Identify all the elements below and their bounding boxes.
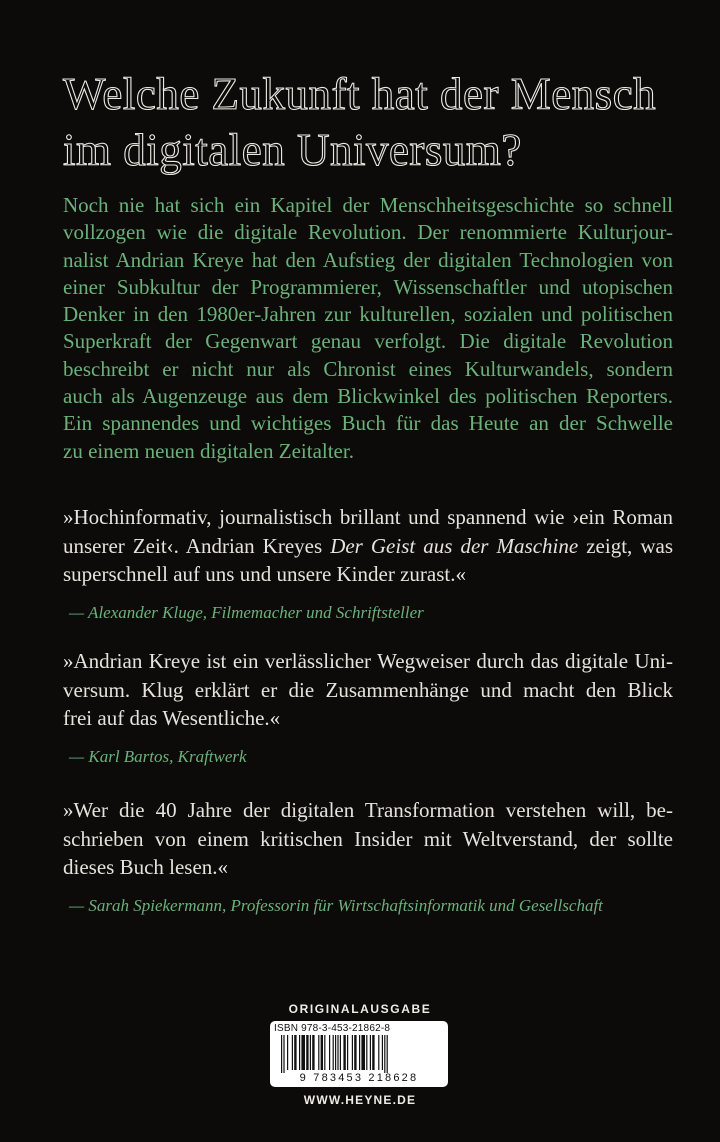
quote-line: schrieben von einem kritischen Insider mit Weltverstand, der sollte [63, 826, 673, 851]
barcode-bar [387, 1035, 388, 1073]
blurb-line: Denker in den 1980er-Jahren zur kulturellen, sozialen und politischen [63, 302, 673, 327]
headline-line: im digitalen Universum? [63, 125, 522, 175]
blurb-line: auch als Augenzeuge aus dem Blickwinkel des politischen Reporters. [63, 384, 673, 409]
quote-line: versum. Klug erklärt er die Zusammenhänge und macht den Blick [63, 677, 673, 702]
edition-label: ORIGINALAUSGABE [288, 1002, 432, 1016]
blurb-line: nalist Andrian Kreye hat den Aufstieg der digitalen Technologien von [63, 247, 673, 272]
ean-digits: 9 783453 218628 [299, 1072, 419, 1084]
barcode-bar [318, 1035, 319, 1070]
blurb-paragraph [63, 192, 673, 465]
quote-line: »Hochinformativ, journalistisch brillant und spannend wie ›ein Roman [63, 505, 673, 529]
quote-line [63, 532, 673, 561]
barcode-bar [337, 1035, 338, 1070]
barcode-bar [384, 1035, 385, 1073]
quote-line: frei auf das Wesentliche.« [63, 706, 281, 730]
blurb-line: zu einem neuen digitalen Zeitalter. [63, 438, 354, 463]
barcode-bar [292, 1035, 293, 1070]
barcode-bar [366, 1035, 367, 1070]
barcode-bar [283, 1035, 284, 1073]
barcode-bar [287, 1035, 288, 1070]
barcode-bar [321, 1035, 323, 1070]
quote-text: zeigt, was [578, 533, 673, 558]
barcode-bar [306, 1035, 308, 1070]
quote-attribution: — Sarah Spiekermann, Professorin für Wirtschaftsinformatik und Gesellschaft [69, 895, 603, 915]
quote-line: »Wer die 40 Jahre der digitalen Transformation verstehen will, be- [63, 798, 673, 822]
barcode-bar [361, 1035, 365, 1070]
quote-line: superschnell auf uns und unsere Kinder zurast.« [63, 562, 466, 586]
blurb-line: Superkraft der Gegenwart genau verfolgt. Die digitale Revolution [63, 329, 673, 354]
review-quote-kluge [63, 503, 673, 627]
barcode-bar [299, 1035, 300, 1070]
quote-line: »Andrian Kreye ist ein verlässlicher Wegweiser durch das digitale Uni- [63, 649, 673, 673]
isbn-number: ISBN 978-3-453-21862-8 [274, 1023, 391, 1034]
barcode-bar [335, 1035, 336, 1070]
barcode-bar [352, 1035, 353, 1070]
blurb-line: Ein spannendes und wichtiges Buch für das Heute an der Schwelle [63, 411, 673, 436]
blurb-line: beschreibt er nicht nur als Chronist eines Kulturwandels, sondern [63, 356, 673, 381]
barcode-bar [324, 1035, 325, 1070]
barcode-icon [275, 1035, 443, 1073]
barcode-bar [359, 1035, 360, 1070]
barcode-bar [343, 1035, 345, 1070]
barcode-bar [281, 1035, 282, 1073]
headline [63, 66, 683, 178]
barcode-bar [354, 1035, 356, 1070]
barcode-bar [372, 1035, 374, 1070]
quote-line: dieses Buch lesen.« [63, 855, 229, 879]
barcode-bar [382, 1035, 383, 1070]
blurb-line: einer Subkultur der Programmierer, Wissenschaftler und utopischen [63, 274, 673, 299]
publisher-url[interactable]: WWW.HEYNE.DE [303, 1093, 417, 1107]
blurb-line: Noch nie hat sich ein Kapitel der Menschheitsgeschichte so schnell [63, 193, 673, 217]
barcode-bar [378, 1035, 379, 1070]
barcode-bar [347, 1035, 348, 1070]
quote-text: unserer Zeit‹. Andrian Kreyes [63, 533, 331, 558]
quote-attribution: — Alexander Kluge, Filmemacher und Schriftsteller [69, 602, 424, 622]
barcode-bar [329, 1035, 330, 1070]
book-title: Der Geist aus der Maschine [330, 533, 579, 558]
blurb-line: vollzogen wie die digitale Revolution. Der renommierte Kulturjour- [63, 220, 673, 245]
barcode-bar [370, 1035, 371, 1070]
headline-line: Welche Zukunft hat der Mensch [63, 69, 657, 119]
barcode-bar [310, 1035, 311, 1070]
barcode-bar [340, 1035, 341, 1070]
review-quote-bartos [63, 647, 673, 771]
quote-attribution: — Karl Bartos, Kraftwerk [69, 746, 247, 766]
isbn-barcode [270, 1021, 448, 1087]
barcode-bar [312, 1035, 314, 1070]
barcode-bar [333, 1035, 334, 1070]
barcode-bar [294, 1035, 296, 1070]
barcode-bar [301, 1035, 305, 1070]
review-quote-spiekermann [63, 796, 673, 920]
